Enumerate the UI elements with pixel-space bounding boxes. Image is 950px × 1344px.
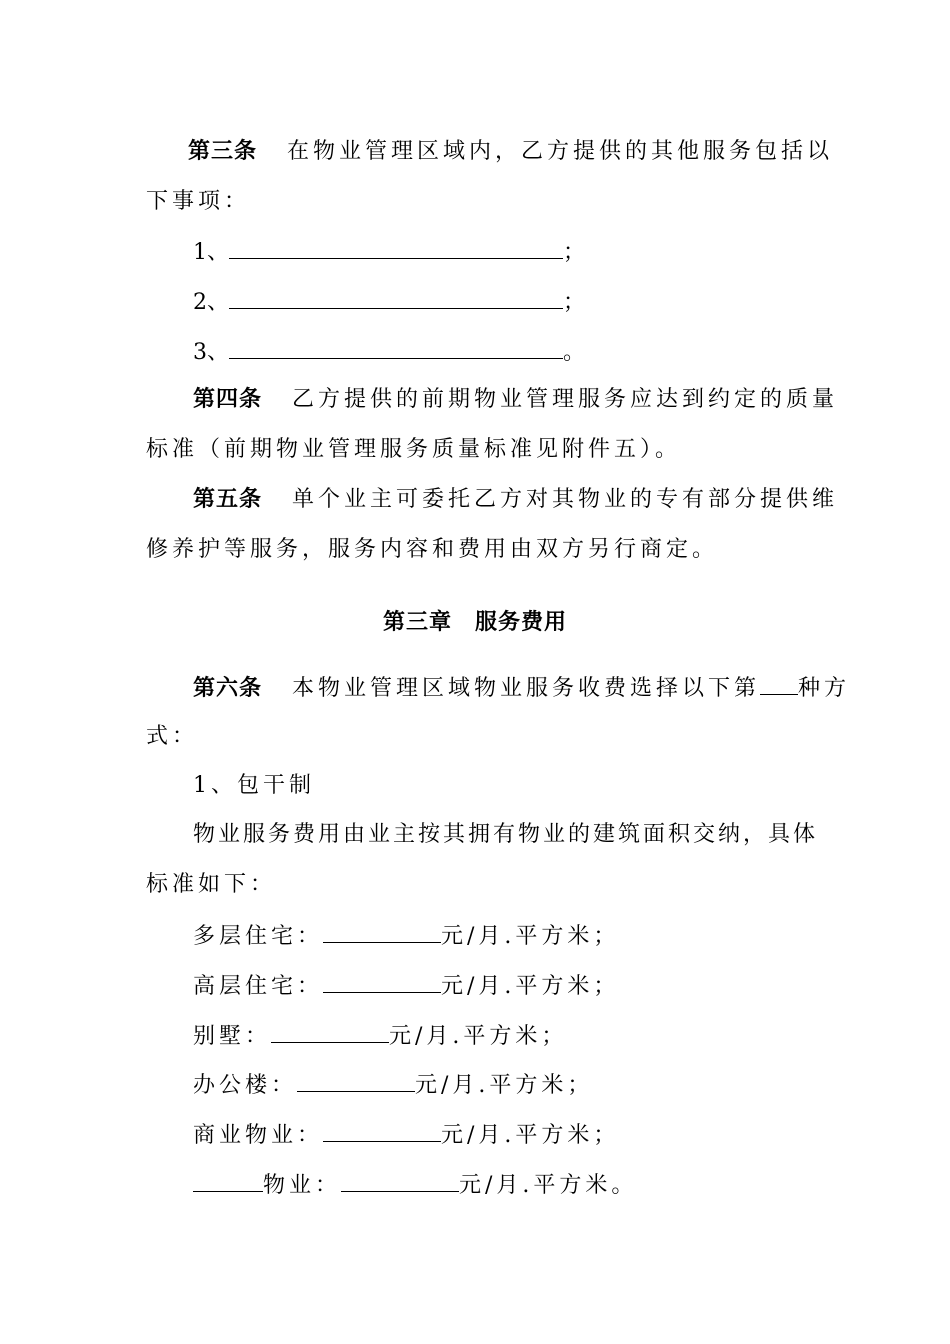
- fill-blank-option: [760, 672, 798, 695]
- option1-desc-line2: [146, 870, 276, 900]
- rate-label: 商业物业：: [193, 1123, 324, 1148]
- article4-heading: 第四条: [193, 387, 263, 412]
- article3-line1: [188, 137, 833, 167]
- fill-blank-rate: [323, 920, 441, 943]
- article5-heading: 第五条: [193, 487, 263, 512]
- option1-desc-line1: [193, 820, 818, 850]
- article6-text-line2: 式：: [146, 724, 199, 749]
- option1-desc-text1: 物业服务费用由业主按其拥有物业的建筑面积交纳，具体: [193, 822, 819, 847]
- article6-heading: 第六条: [193, 676, 263, 701]
- fill-blank-type: [193, 1169, 263, 1192]
- rate-unit: 元/月.平方米；: [441, 974, 620, 999]
- fill-blank-rate: [323, 1119, 441, 1142]
- rate-label: 多层住宅：: [193, 924, 324, 949]
- rate-label: 高层住宅：: [193, 974, 324, 999]
- article4-line2: [146, 435, 681, 465]
- rate-row-office: [193, 1069, 593, 1101]
- item-number: 2、: [193, 290, 229, 315]
- rate-row-commercial: [193, 1119, 619, 1151]
- fill-blank: [229, 336, 563, 359]
- fill-blank: [229, 236, 563, 259]
- rate-unit: 元/月.平方米；: [441, 924, 620, 949]
- article5-text-line1: 单个业主可委托乙方对其物业的专有部分提供维: [292, 487, 839, 512]
- item-number: 3、: [193, 340, 229, 365]
- article4-line1: [193, 385, 838, 415]
- rate-label: 别墅：: [193, 1024, 272, 1049]
- fill-blank-rate: [297, 1069, 415, 1092]
- article5-line1: [193, 485, 838, 515]
- article3-line2: [146, 187, 250, 217]
- fill-blank-rate: [271, 1020, 389, 1043]
- item-end: ；: [563, 290, 586, 315]
- fill-blank-rate: [323, 970, 441, 993]
- rate-row-other: [193, 1169, 637, 1201]
- option1-label: 1、包干制: [193, 773, 315, 798]
- article6-line2: [146, 722, 198, 752]
- article6-text-line1a: 本物业管理区域物业服务收费选择以下第: [292, 676, 761, 701]
- rate-unit: 元/月.平方米；: [415, 1073, 594, 1098]
- fill-blank: [229, 286, 563, 309]
- article3-item-1: [193, 236, 585, 268]
- article5-text-line2: 修养护等服务，服务内容和费用由双方另行商定。: [146, 537, 719, 562]
- article6-text-line1b: 种方: [798, 676, 851, 701]
- article3-heading: 第三条: [188, 139, 258, 164]
- item-end: ；: [563, 240, 586, 265]
- rate-unit: 元/月.平方米；: [389, 1024, 568, 1049]
- rate-row-multistorey: [193, 920, 619, 952]
- rate-unit: 元/月.平方米。: [459, 1173, 638, 1198]
- rate-row-villa: [193, 1020, 567, 1052]
- article4-text-line2: 标准（前期物业管理服务质量标准见附件五）。: [146, 437, 682, 462]
- item-end: 。: [563, 340, 586, 365]
- article3-item-2: [193, 286, 585, 318]
- rate-row-highrise: [193, 970, 619, 1002]
- article5-line2: [146, 535, 718, 565]
- fill-blank-rate: [341, 1169, 459, 1192]
- rate-label: 物业：: [263, 1173, 342, 1198]
- rate-label: 办公楼：: [193, 1073, 298, 1098]
- rate-unit: 元/月.平方米；: [441, 1123, 620, 1148]
- article3-text-line2: 下事项：: [146, 189, 251, 214]
- article3-text-line1: 在物业管理区域内，乙方提供的其他服务包括以: [287, 139, 834, 164]
- item-number: 1、: [193, 240, 229, 265]
- article4-text-line1: 乙方提供的前期物业管理服务应达到约定的质量: [292, 387, 839, 412]
- option1-desc-text2: 标准如下：: [146, 872, 277, 897]
- option1-heading: [193, 771, 315, 801]
- article6-line1: [193, 672, 850, 704]
- chapter-title: 第三章 服务费用: [382, 610, 567, 635]
- article3-item-3: [193, 336, 585, 368]
